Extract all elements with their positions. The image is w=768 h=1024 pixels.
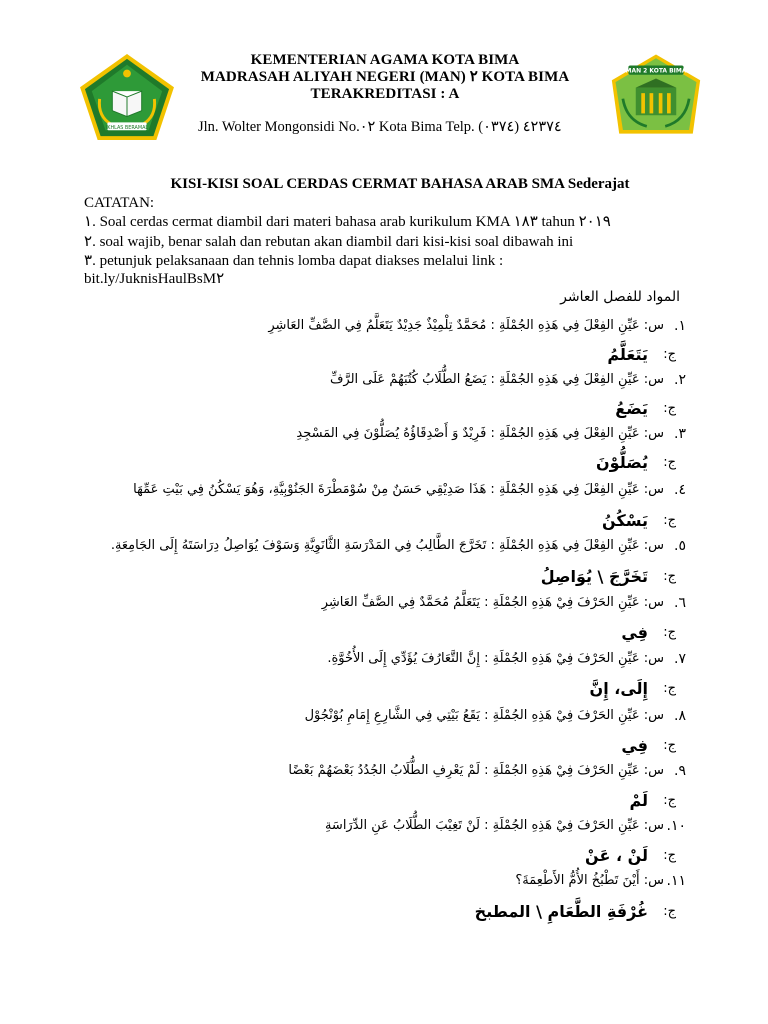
answer-11 xyxy=(475,899,676,923)
question-text: س: عَيِّنِ الحَرْفَ فِيْ هَذِهِ الجُمْلَةِ : يَتَعَلَّمُ مُحَمَّدٌ فِي الصَّفِّ العَاشِرِ xyxy=(321,595,664,610)
question-number: ١٠. xyxy=(666,818,686,834)
answer-label: ج: xyxy=(663,400,676,416)
answer-label: ج: xyxy=(663,454,676,470)
answer-text: فِي xyxy=(621,735,648,755)
question-text: س: عَيِّنِ الفِعْلَ فِي هَذِهِ الجُمْلَةِ : هَذَا صَدِيْقِي حَسَنٌ مِنْ سُوْمَطْرَةَ الجَنُوْبِيَّةِ، وَهُوَ يَسْكُنُ فِي بَيْتِ عَمِّهَا xyxy=(133,482,664,497)
answer-text: غُرْفَةِ الطَّعَامِ \ المطبخ xyxy=(474,901,648,921)
question-text: س: عَيِّنِ الفِعْلَ فِي هَذِهِ الجُمْلَةِ : يَضَعُ الطُّلَابُ كُتُبَهُمْ عَلَى الرَّفِّ xyxy=(329,372,664,387)
answer-text: يُصَلُّوْنَ xyxy=(596,452,648,472)
question-number: ٢. xyxy=(674,372,686,388)
question-3 xyxy=(296,423,686,445)
answer-6 xyxy=(621,620,676,644)
note-item-2: ٢. soal wajib, benar salah dan rebutan akan diambil dari kisi-kisi soal dibawah ini xyxy=(84,234,574,250)
answer-text: تَخَرَّجَ \ يُوَاصِلُ xyxy=(540,566,648,586)
question-number: ١. xyxy=(674,318,686,334)
answer-text: إِلَى، إِنَّ xyxy=(589,678,648,698)
answer-label: ج: xyxy=(663,737,676,753)
man2-kota-bima-logo xyxy=(610,52,702,138)
answer-text: لَنْ ، عَنْ xyxy=(585,845,648,865)
question-text: س: عَيِّنِ الفِعْلَ فِي هَذِهِ الجُمْلَةِ : مُحَمَّدٌ تِلْمِيْذٌ جَدِيْدٌ يَتَعَلَّمُ فِي الصَّفِّ العَاشِرِ xyxy=(268,318,664,333)
question-text: س: عَيِّنِ الحَرْفَ فِيْ هَذِهِ الجُمْلَةِ : يَقَعُ بَيْتِي فِي الشَّارِعِ إِمَامِ بُوْنْجُوْل xyxy=(304,708,664,723)
question-number: ٩. xyxy=(674,763,686,779)
question-number: ٧. xyxy=(674,651,686,667)
question-text: س: عَيِّنِ الحَرْفَ فِيْ هَذِهِ الجُمْلَةِ : إِنَّ التَّعَارُفَ يُؤَدِّي إِلَى الأُخُوَّةِ. xyxy=(327,651,664,666)
answer-label: ج: xyxy=(663,624,676,640)
answer-label: ج: xyxy=(663,512,676,528)
letterhead-ministry: KEMENTERIAN AGAMA KOTA BIMA xyxy=(250,52,520,68)
answer-text: يَسْكُنُ xyxy=(602,510,648,530)
question-number: ٨. xyxy=(674,708,686,724)
answer-label: ج: xyxy=(663,847,676,863)
notes-heading: CATATAN: xyxy=(84,195,155,211)
answer-2 xyxy=(615,396,676,420)
question-text: س: أَيْنَ تَطْبُخُ الأُمُّ الأَطْعِمَةَ؟ xyxy=(515,873,664,888)
kemenag-logo xyxy=(78,52,176,142)
right-logo-label: MAN 2 KOTA BIMA xyxy=(625,67,687,75)
question-10 xyxy=(325,815,686,837)
letterhead-school: MADRASAH ALIYAH NEGERI (MAN) ٢ KOTA BIMA xyxy=(200,69,570,85)
answer-9 xyxy=(629,788,676,812)
question-number: ٥. xyxy=(674,538,686,554)
answer-8 xyxy=(621,733,676,757)
letterhead-accreditation: TERAKREDITASI : A xyxy=(310,86,460,102)
question-8 xyxy=(305,705,686,727)
question-text: س: عَيِّنِ الفِعْلَ فِي هَذِهِ الجُمْلَةِ : تَخَرَّجَ الطَّالِبُ فِي المَدْرَسَةِ الثَّانَوِيَّةِ وَسَوْفَ يُوَاصِلُ دِرَاسَتَهُ إِلَى الجَامِعَةِ. xyxy=(110,538,664,553)
question-1 xyxy=(268,315,686,337)
answer-text: فِي xyxy=(621,622,648,642)
question-7 xyxy=(327,648,686,670)
question-9 xyxy=(288,760,686,782)
note-item-1: ١. Soal cerdas cermat diambil dari materi bahasa arab kurikulum KMA ١٨٣ tahun ٢٠١٩ xyxy=(84,214,611,230)
answer-7 xyxy=(590,676,676,700)
letterhead-address: Jln. Wolter Mongonsidi No.٠٢ Kota Bima Telp. (٠٣٧٤) ٤٢٣٧٤ xyxy=(198,119,562,135)
answer-label: ج: xyxy=(663,903,676,919)
answer-label: ج: xyxy=(663,680,676,696)
question-2 xyxy=(330,369,686,391)
answer-label: ج: xyxy=(663,346,676,362)
left-logo-motto: IKHLAS BERAMAL xyxy=(105,124,149,131)
answer-3 xyxy=(596,450,676,474)
section-title: المواد للفصل العاشر xyxy=(560,289,680,305)
juknis-link[interactable]: bit.ly/JuknisHaulBsM٢ xyxy=(84,271,225,287)
answer-text: لَمْ xyxy=(629,790,648,810)
question-5 xyxy=(111,535,686,557)
question-number: ٤. xyxy=(674,482,686,498)
answer-text: يَتَعَلَّمُ xyxy=(607,344,648,364)
document-title: KISI-KISI SOAL CERDAS CERMAT BAHASA ARAB SMA Sederajat xyxy=(170,176,630,192)
answer-10 xyxy=(585,843,676,867)
note-item-3: ٣. petunjuk pelaksanaan dan tehnis lomba dapat diakses melalui link : xyxy=(84,253,504,269)
question-6 xyxy=(322,592,686,614)
question-number: ٦. xyxy=(674,595,686,611)
answer-5 xyxy=(541,564,676,588)
question-text: س: عَيِّنِ الفِعْلَ فِي هَذِهِ الجُمْلَةِ : فَرِيْدٌ وَ أَصْدِقَاؤُهُ يُصَلُّوْنَ فِي المَسْجِدِ xyxy=(296,426,664,441)
question-number: ١١. xyxy=(666,873,686,889)
answer-label: ج: xyxy=(663,792,676,808)
question-number: ٣. xyxy=(674,426,686,442)
answer-4 xyxy=(602,508,676,532)
question-11 xyxy=(515,870,686,892)
answer-1 xyxy=(607,342,676,366)
question-text: س: عَيِّنِ الحَرْفَ فِيْ هَذِهِ الجُمْلَةِ : لَمْ يَعْرِفِ الطُّلَابُ الجُدُدُ بَعْضَهُمْ بَعْضًا xyxy=(288,763,664,778)
question-text: س: عَيِّنِ الحَرْفَ فِيْ هَذِهِ الجُمْلَةِ : لَنْ تَغِيْبَ الطُّلَابُ عَنِ الدِّرَاسَةِ xyxy=(324,818,664,833)
question-4 xyxy=(133,479,686,501)
answer-text: يَضَعُ xyxy=(615,398,648,418)
answer-label: ج: xyxy=(663,568,676,584)
